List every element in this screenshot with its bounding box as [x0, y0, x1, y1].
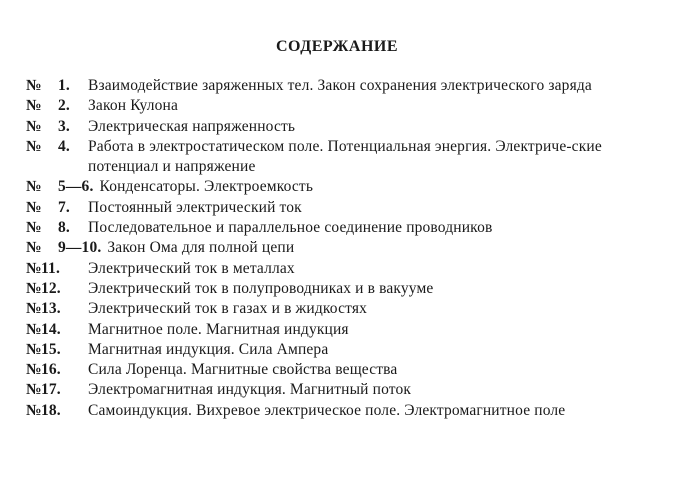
toc-item-number: [26, 76, 88, 96]
number-value: 13.: [41, 300, 61, 318]
toc-item-title: Электромагнитная индукция. Магнитный поток: [88, 381, 412, 399]
number-value: 16.: [41, 361, 61, 379]
toc-item-title: Сила Лоренца. Магнитные свойства вещества: [88, 361, 398, 379]
number-sign: №: [26, 239, 42, 257]
toc-item: [26, 320, 646, 340]
number-value: 3.: [58, 117, 70, 135]
toc-item-title: Электрический ток в металлах: [88, 259, 295, 277]
number-value: 2.: [58, 97, 70, 115]
number-sign: №: [26, 300, 42, 318]
toc-item-title: Работа в электростатическом поле. Потенциальная энергия. Электриче-ские потенциал и напряжение: [88, 137, 602, 176]
toc-item-number: [26, 198, 88, 218]
number-sign: №: [26, 137, 42, 155]
toc-item: [26, 299, 646, 319]
toc-item: [26, 340, 646, 360]
toc-item-title: Взаимодействие заряженных тел. Закон сохранения электрического заряда: [88, 77, 592, 94]
toc-item: [26, 401, 646, 421]
number-sign: №: [26, 77, 42, 94]
number-sign: №: [26, 381, 42, 399]
toc-item: [26, 177, 646, 197]
number-sign: №: [26, 320, 42, 338]
toc-item-number: [26, 320, 88, 340]
number-value: 11.: [41, 259, 60, 277]
table-of-contents: [26, 76, 646, 421]
number-value: 5—6.: [58, 178, 94, 196]
toc-item: [26, 218, 646, 238]
toc-item-number: [26, 380, 88, 400]
toc-item-number: [26, 401, 88, 421]
number-value: 4.: [58, 137, 70, 155]
toc-item-number: [26, 137, 88, 157]
toc-item-title: Постоянный электрический ток: [88, 198, 302, 216]
toc-item: [26, 380, 646, 400]
number-sign: №: [26, 401, 42, 419]
number-value: 18.: [41, 401, 61, 419]
number-value: 1.: [58, 77, 70, 94]
number-value: 14.: [41, 320, 61, 338]
toc-item-title: Магнитное поле. Магнитная индукция: [88, 320, 349, 338]
toc-item-title: Электрическая напряженность: [88, 117, 296, 135]
number-value: 15.: [41, 340, 61, 358]
toc-item-number: [26, 96, 88, 116]
toc-item: [26, 137, 646, 178]
number-sign: №: [26, 219, 42, 237]
number-value: 8.: [58, 219, 70, 237]
toc-item-title: Магнитная индукция. Сила Ампера: [88, 340, 329, 358]
number-sign: №: [26, 279, 42, 297]
number-value: 17.: [41, 381, 61, 399]
number-value: 12.: [41, 279, 61, 297]
number-sign: №: [26, 178, 42, 196]
number-sign: №: [26, 97, 42, 115]
toc-item: [26, 96, 646, 116]
toc-item-number: [26, 340, 88, 360]
toc-item-number: [26, 117, 88, 137]
toc-item: [26, 76, 646, 96]
toc-item-title: Закон Ома для полной цепи: [107, 239, 295, 257]
toc-item: [26, 259, 646, 279]
toc-item-number: [26, 238, 101, 258]
toc-item-title: Электрический ток в газах и в жидкостях: [88, 300, 368, 318]
toc-item-title: Электрический ток в полупроводниках и в вакууме: [88, 279, 434, 297]
toc-item: [26, 198, 646, 218]
number-sign: №: [26, 198, 42, 216]
toc-item-number: [26, 177, 93, 197]
number-sign: №: [26, 340, 42, 358]
toc-item: [26, 279, 646, 299]
toc-item-title: Самоиндукция. Вихревое электрическое поле. Электромагнитное поле: [88, 401, 566, 419]
toc-item-title: Закон Кулона: [88, 97, 179, 115]
toc-item-title: Последовательное и параллельное соединение проводников: [88, 219, 493, 237]
toc-item-number: [26, 259, 88, 279]
toc-item-number: [26, 299, 88, 319]
number-sign: №: [26, 361, 42, 379]
page-title: СОДЕРЖАНИЕ: [275, 38, 399, 55]
toc-item-number: [26, 360, 88, 380]
number-value: 9—10.: [58, 239, 102, 257]
number-sign: №: [26, 117, 42, 135]
number-value: 7.: [58, 198, 70, 216]
toc-item: [26, 238, 646, 258]
toc-item: [26, 117, 646, 137]
toc-item-number: [26, 218, 88, 238]
toc-item-number: [26, 279, 88, 299]
number-sign: №: [26, 259, 42, 277]
toc-item: [26, 360, 646, 380]
toc-item-title: Конденсаторы. Электроемкость: [99, 178, 314, 196]
